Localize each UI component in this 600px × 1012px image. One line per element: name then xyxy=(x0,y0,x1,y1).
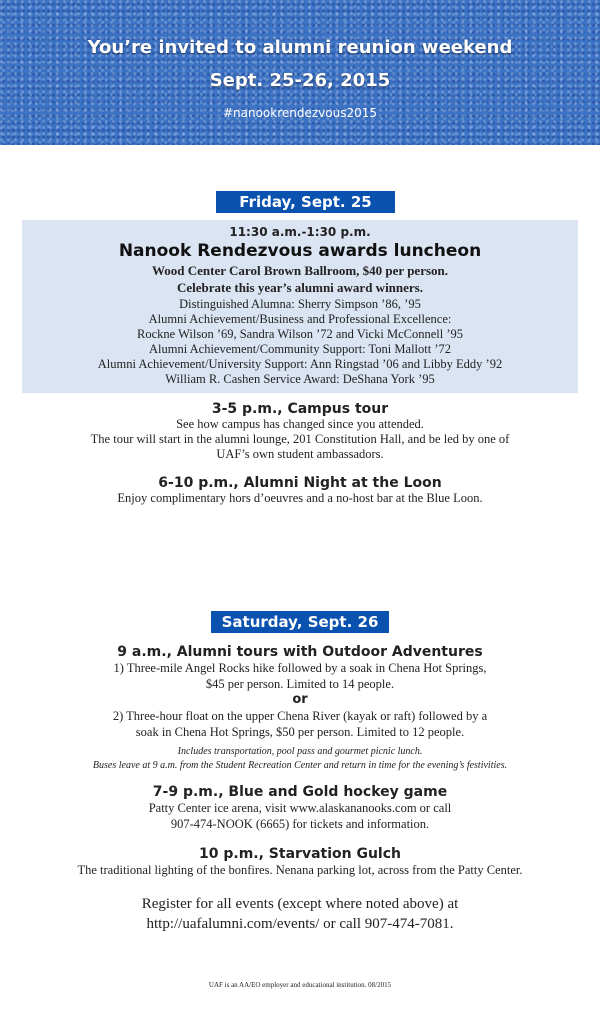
register-line: Register for all events (except where noted above) at xyxy=(141,896,459,912)
saturday-label: Saturday, Sept. 26 xyxy=(211,611,389,633)
tour-line: See how campus has changed since you attended. xyxy=(176,417,424,431)
luncheon-time: 11:30 a.m.-1:30 p.m. xyxy=(229,225,371,239)
hockey-line: 907-474-NOOK (6665) for tickets and information. xyxy=(170,817,430,831)
or-separator: or xyxy=(292,692,308,707)
award-line: Alumni Achievement/Community Support: Toni Mallott ’72 xyxy=(148,342,451,356)
header-title: You’re invited to alumni reunion weekend xyxy=(87,37,513,58)
option-2-line: 2) Three-hour float on the upper Chena River (kayak or raft) followed by a xyxy=(112,709,488,723)
gulch-title: 10 p.m., Starvation Gulch xyxy=(199,846,401,862)
register-line: http://uafalumni.com/events/ or call 907-474-7081. xyxy=(146,916,454,932)
footer-note: UAF is an AA/EO employer and educational institution. 08/2015 xyxy=(208,981,392,989)
gulch-line: The traditional lighting of the bonfires. Nenana parking lot, across from the Patty Center. xyxy=(77,863,523,877)
luncheon-title: Nanook Rendezvous awards luncheon xyxy=(118,241,482,261)
award-line: Alumni Achievement/University Support: Ann Ringstad ’06 and Libby Eddy ’92 xyxy=(97,357,503,371)
option-1-line: 1) Three-mile Angel Rocks hike followed by a soak in Chena Hot Springs, xyxy=(113,661,487,675)
tour-title: 3-5 p.m., Campus tour xyxy=(211,401,389,417)
night-title: 6-10 p.m., Alumni Night at the Loon xyxy=(158,475,442,491)
tour-line: UAF’s own student ambassadors. xyxy=(216,447,384,461)
hockey-title: 7-9 p.m., Blue and Gold hockey game xyxy=(152,784,448,800)
night-line: Enjoy complimentary hors d’oeuvres and a no-host bar at the Blue Loon. xyxy=(117,491,483,505)
luncheon-tagline: Celebrate this year’s alumni award winners. xyxy=(176,280,423,295)
tours-note: Includes transportation, pool pass and gourmet picnic lunch. xyxy=(177,746,423,757)
option-1-line: $45 per person. Limited to 14 people. xyxy=(205,677,395,691)
tours-note: Buses leave at 9 a.m. from the Student Recreation Center and return in time for the evening’s festivities. xyxy=(92,760,508,771)
hockey-line: Patty Center ice arena, visit www.alaskananooks.com or call xyxy=(148,801,452,815)
header-dates: Sept. 25-26, 2015 xyxy=(209,70,391,91)
award-line: Distinguished Alumna: Sherry Simpson ’86, ’95 xyxy=(179,297,421,311)
header-hashtag: #nanookrendezvous2015 xyxy=(222,106,378,120)
tour-line: The tour will start in the alumni lounge, 201 Constitution Hall, and be led by one of xyxy=(90,432,510,446)
award-line: William R. Cashen Service Award: DeShana York ’95 xyxy=(165,372,435,386)
award-line: Rockne Wilson ’69, Sandra Wilson ’72 and Vicki McConnell ’95 xyxy=(137,327,463,341)
friday-label: Friday, Sept. 25 xyxy=(216,191,395,213)
option-2-line: soak in Chena Hot Springs, $50 per person. Limited to 12 people. xyxy=(135,725,465,739)
award-line: Alumni Achievement/Business and Professional Excellence: xyxy=(148,312,452,326)
luncheon-location: Wood Center Carol Brown Ballroom, $40 per person. xyxy=(152,263,448,278)
outdoor-tours-title: 9 a.m., Alumni tours with Outdoor Adventures xyxy=(117,644,483,660)
